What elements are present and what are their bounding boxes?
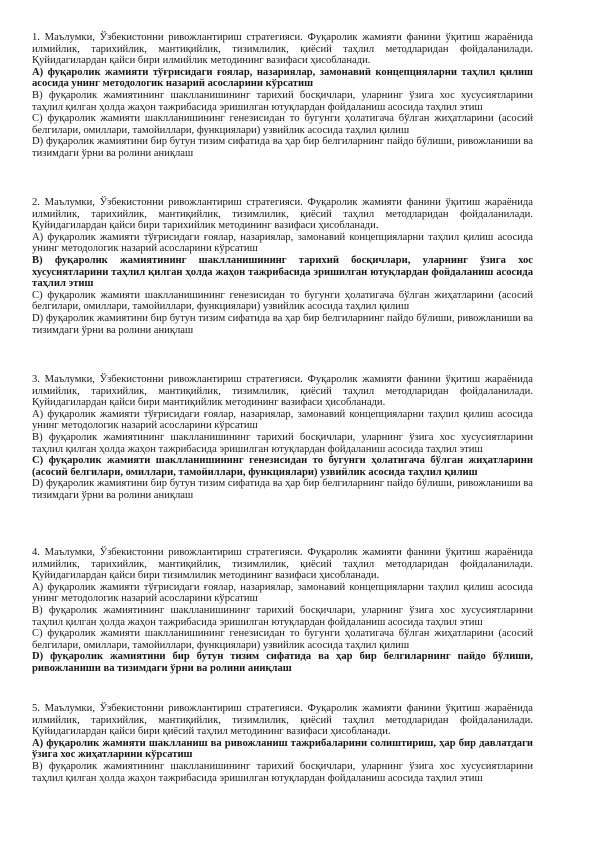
answer-option-b: B) фуқаролик жамиятининг шаклланишининг тарихий босқичлари, уларнинг ўзига хос хусусиятларини таҳлил қилган ҳолда жаҳон тажрибасида эришилган ютуқлардан фойдаланиш асосида таҳлил этиш <box>32 89 533 113</box>
answer-option-a: A) фуқаролик жамияти тўғрисидаги ғоялар, назариялар, замонавий концепцияларни таҳлил қилиш асосида унинг методологик назарий асосларини кўрсатиш <box>32 231 533 255</box>
answer-option-a: A) фуқаролик жамияти тўғрисидаги ғоялар, назариялар, замонавий концепцияларни таҳлил қилиш асосида унинг методологик назарий асосларини кўрсатиш <box>32 581 533 605</box>
answer-option-a: A) фуқаролик жамияти тўғрисидаги ғоялар, назариялар, замонавий концепцияларни таҳлил қилиш асосида унинг методологик назарий асосларини кўрсатиш <box>32 408 533 432</box>
answer-option-d: D) фуқаролик жамиятини бир бутун тизим сифатида ва ҳар бир белгиларнинг пайдо бўлиши, ривожланиши ва тизимдаги ўрни ва ролини аниқлаш <box>32 478 533 501</box>
question-3 <box>32 374 533 502</box>
answer-option-b: B) фуқаролик жамиятининг шаклланишининг тарихий босқичлари, уларнинг ўзига хос хусусиятларини таҳлил қилган ҳолда жаҳон тажрибасида эришилган ютуқлардан фойдаланиш асосида таҳлил этиш <box>32 760 533 784</box>
answer-option-c: C) фуқаролик жамияти шаклланишининг генезисидан то бугунги ҳолатигача бўлган жиҳатларини (асосий белгилари, омиллари, тамойиллари, функциялари) узвийлик асосида таҳлил қилиш <box>32 455 533 478</box>
answer-option-d: D) фуқаролик жамиятини бир бутун тизим сифатида ва ҳар бир белгиларнинг пайдо бўлиши, ривожланиши ва тизимдаги ўрни ва ролини аниқлаш <box>32 312 533 336</box>
question-4 <box>32 547 533 675</box>
answer-option-b: B) фуқаролик жамиятининг шаклланишининг тарихий босқичлари, уларнинг ўзига хос хусусиятларини таҳлил қилган ҳолда жаҳон тажрибасида эришилган ютуқлардан фойдаланиш асосида таҳлил этиш <box>32 254 533 290</box>
question-stem: 4. Маълумки, Ўзбекистонни ривожлантириш стратегияси. Фуқаролик жамияти фанини ўқитиш жараёнида илмийлик, тарихийлик, мантиқийлик, тизимлилик, қиёсий таҳлил методларидан фойдаланилади. Қуйидагилардан қайси бири тизимлилик методининг вазифаси ҳисобланади. <box>32 547 533 582</box>
answer-option-b: B) фуқаролик жамиятининг шаклланишининг тарихий босқичлари, уларнинг ўзига хос хусусиятларини таҳлил қилган ҳолда жаҳон тажрибасида эришилган ютуқлардан фойдаланиш асосида таҳлил этиш <box>32 431 533 455</box>
answer-option-b: B) фуқаролик жамиятининг шаклланишининг тарихий босқичлари, уларнинг ўзига хос хусусиятларини таҳлил қилган ҳолда жаҳон тажрибасида эришилган ютуқлардан фойдаланиш асосида таҳлил этиш <box>32 604 533 628</box>
question-stem: 1. Маълумки, Ўзбекистонни ривожлантириш стратегияси. Фуқаролик жамияти фанини ўқитиш жараёнида илмийлик, тарихийлик, мантиқийлик, тизимлилик, қиёсий таҳлил методларидан фойдаланилади. Қуйидагилардан қайси бири илмийлик методининг вазифаси ҳисобланади. <box>32 32 533 67</box>
question-5 <box>32 703 533 784</box>
question-stem: 5. Маълумки, Ўзбекистонни ривожлантириш стратегияси. Фуқаролик жамияти фанини ўқитиш жараёнида илмийлик, тарихийлик, мантиқийлик, тизимлилик, қиёсий таҳлил методларидан фойдаланилади. Қуйидагилардан қайси бири қиёсий таҳлил методининг вазифаси ҳисобланади. <box>32 703 533 738</box>
answer-option-a: A) фуқаролик жамияти шаклланиш ва ривожланиш тажрибаларини солиштириш, ҳар бир давлатдаги ўзига хос жиҳатларини кўрсатиш <box>32 737 533 761</box>
answer-option-c: C) фуқаролик жамияти шаклланишининг генезисидан то бугунги ҳолатигача бўлган жиҳатларини (асосий белгилари, омиллари, тамойиллари, функциялари) узвийлик асосида таҳлил қилиш <box>32 289 533 313</box>
question-stem: 3. Маълумки, Ўзбекистонни ривожлантириш стратегияси. Фуқаролик жамияти фанини ўқитиш жараёнида илмийлик, тарихийлик, мантиқийлик, тизимлилик, қиёсий таҳлил методларидан фойдаланилади. Қуйидагилардан қайси бири мантиқийлик методининг вазифаси ҳисобланади. <box>32 374 533 409</box>
answer-option-c: C) фуқаролик жамияти шаклланишининг генезисидан то бугунги ҳолатигача бўлган жиҳатларини (асосий белгилари, омиллари, тамойиллари, функциялари) узвийлик асосида таҳлил қилиш <box>32 113 533 136</box>
answer-option-c: C) фуқаролик жамияти шаклланишининг генезисидан то бугунги ҳолатигача бўлган жиҳатларини (асосий белгилари, омиллари, тамойиллари, функциялари) узвийлик асосида таҳлил қилиш <box>32 628 533 651</box>
answer-option-d: D) фуқаролик жамиятини бир бутун тизим сифатида ва ҳар бир белгиларнинг пайдо бўлиши, ривожланиши ва тизимдаги ўрни ва ролини аниқлаш <box>32 136 533 159</box>
question-1 <box>32 32 533 160</box>
question-2 <box>32 197 533 336</box>
answer-option-a: A) фуқаролик жамияти тўғрисидаги ғоялар, назариялар, замонавий концепцияларни таҳлил қилиш асосида унинг методологик назарий асосларини кўрсатиш <box>32 66 533 90</box>
question-stem: 2. Маълумки, Ўзбекистонни ривожлантириш стратегияси. Фуқаролик жамияти фанини ўқитиш жараёнида илмийлик, тарихийлик, мантиқийлик, тизимлилик, қиёсий таҳлил методларидан фойдаланилади. Қуйидагилардан қайси бири тарихийлик методининг вазифаси ҳисобланади. <box>32 197 533 232</box>
answer-option-d: D) фуқаролик жамиятини бир бутун тизим сифатида ва ҳар бир белгиларнинг пайдо бўлиши, ривожланиши ва тизимдаги ўрни ва ролини аниқлаш <box>32 651 533 674</box>
